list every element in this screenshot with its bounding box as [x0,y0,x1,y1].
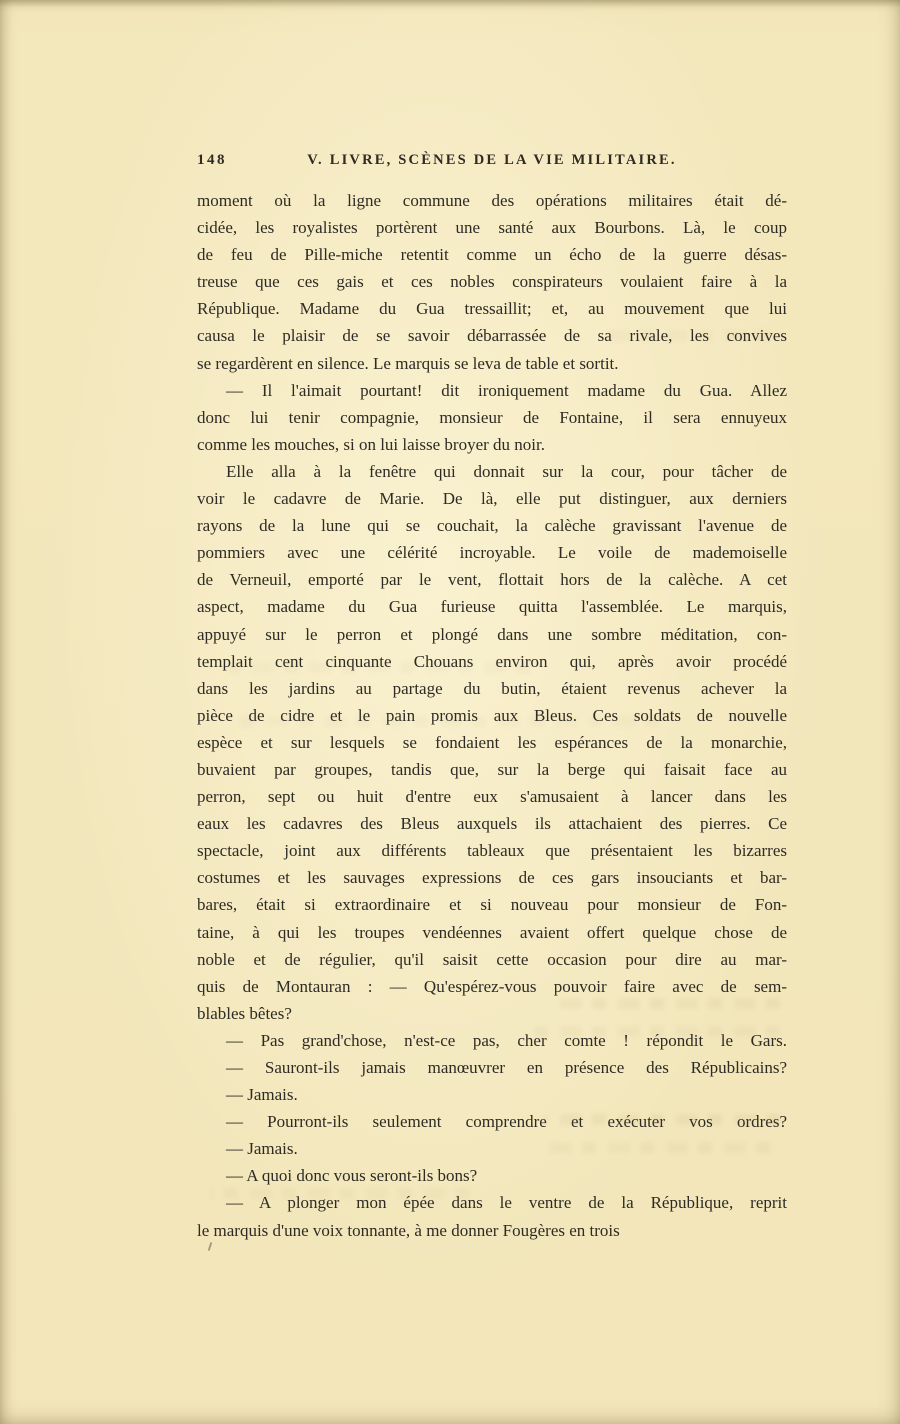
text-line: — Jamais. [226,1139,298,1159]
text-line: République. Madame du Gua tressaillit; et, au mouvement que lui [197,299,787,319]
text-line: noble et de régulier, qu'il saisit cette occasion pour dire au mar- [197,949,787,969]
text-line: donc lui tenir compagnie, monsieur de Fontaine, il sera ennuyeux [197,407,787,427]
text-line: buvaient par groupes, tandis que, sur la berge qui faisait face au [197,759,787,779]
text-line: templait cent cinquante Chouans environ qui, après avoir procédé [197,651,787,671]
text-line: eaux les cadavres des Bleus auxquels ils attachaient des pierres. Ce [197,814,787,834]
text-line: quis de Montauran : — Qu'espérez-vous pouvoir faire avec de sem- [197,976,787,996]
text-line: causa le plaisir de se savoir débarrassée de sa rivale, les convives [197,326,787,346]
text-line: taine, à qui les troupes vendéennes avaient offert quelque chose de [197,922,787,942]
text-line: se regardèrent en silence. Le marquis se leva de table et sortit. [197,353,619,373]
text-line: voir le cadavre de Marie. De là, elle put distinguer, aux derniers [197,489,787,509]
text-line: pommiers avec une célérité incroyable. Le voile de mademoiselle [197,543,787,563]
text-line: — Pourront-ils seulement comprendre et exécuter vos ordres? [226,1112,787,1132]
text-line: cidée, les royalistes portèrent une santé aux Bourbons. Là, le coup [197,218,787,238]
text-line: perron, sept ou huit d'entre eux s'amusaient à lancer dans les [197,787,787,807]
text-line: — Il l'aimait pourtant! dit ironiquement madame du Gua. Allez [226,380,787,400]
text-line: treuse que ces gais et ces nobles conspirateurs voulaient faire à la [197,272,787,292]
text-line: dans les jardins au partage du butin, étaient revenus achever la [197,678,787,698]
text-line: Elle alla à la fenêtre qui donnait sur la cour, pour tâcher de [226,461,787,481]
text-line: aspect, madame du Gua furieuse quitta l'assemblée. Le marquis, [197,597,787,617]
page-number: 148 [197,152,227,168]
text-line: le marquis d'une voix tonnante, à me donner Fougères en trois [197,1220,620,1240]
text-line: — Jamais. [226,1085,298,1105]
running-title: V. LIVRE, SCÈNES DE LA VIE MILITAIRE. [307,152,677,168]
text-line: moment où la ligne commune des opérations militaires était dé- [197,191,787,210]
running-header [197,150,787,174]
text-line: de Verneuil, emporté par le vent, flottait hors de la calèche. A cet [197,570,787,590]
text-line: appuyé sur le perron et plongé dans une sombre méditation, con- [197,624,787,644]
text-line: — A quoi donc vous seront-ils bons? [226,1166,478,1186]
text-line: — Sauront-ils jamais manœuvrer en présence des Républicains? [226,1058,787,1077]
text-line: — Pas grand'chose, n'est-ce pas, cher comte ! répondit le Gars. [226,1030,787,1050]
text-line: rayons de la lune qui se couchait, la calèche gravissant l'avenue de [197,516,787,536]
text-line: costumes et les sauvages expressions de ces gars insouciants et bar- [197,868,787,888]
text-line: espèce et sur lesquels se fondaient les espérances de la monarchie, [197,732,787,752]
text-line: bares, était si extraordinaire et si nouveau pour monsieur de Fon- [197,895,787,915]
page-text [197,187,787,1244]
text-line: spectacle, joint aux différents tableaux que présentaient les bizarres [197,841,787,861]
text-line: pièce de cidre et le pain promis aux Bleus. Ces soldats de nouvelle [197,705,787,725]
text-line: — A plonger mon épée dans le ventre de la République, reprit [226,1193,787,1213]
text-line: de feu de Pille-miche retentit comme un écho de la guerre désas- [197,245,787,265]
text-line: comme les mouches, si on lui laisse broyer du noir. [197,434,545,454]
text-line: blables bêtes? [197,1003,292,1023]
